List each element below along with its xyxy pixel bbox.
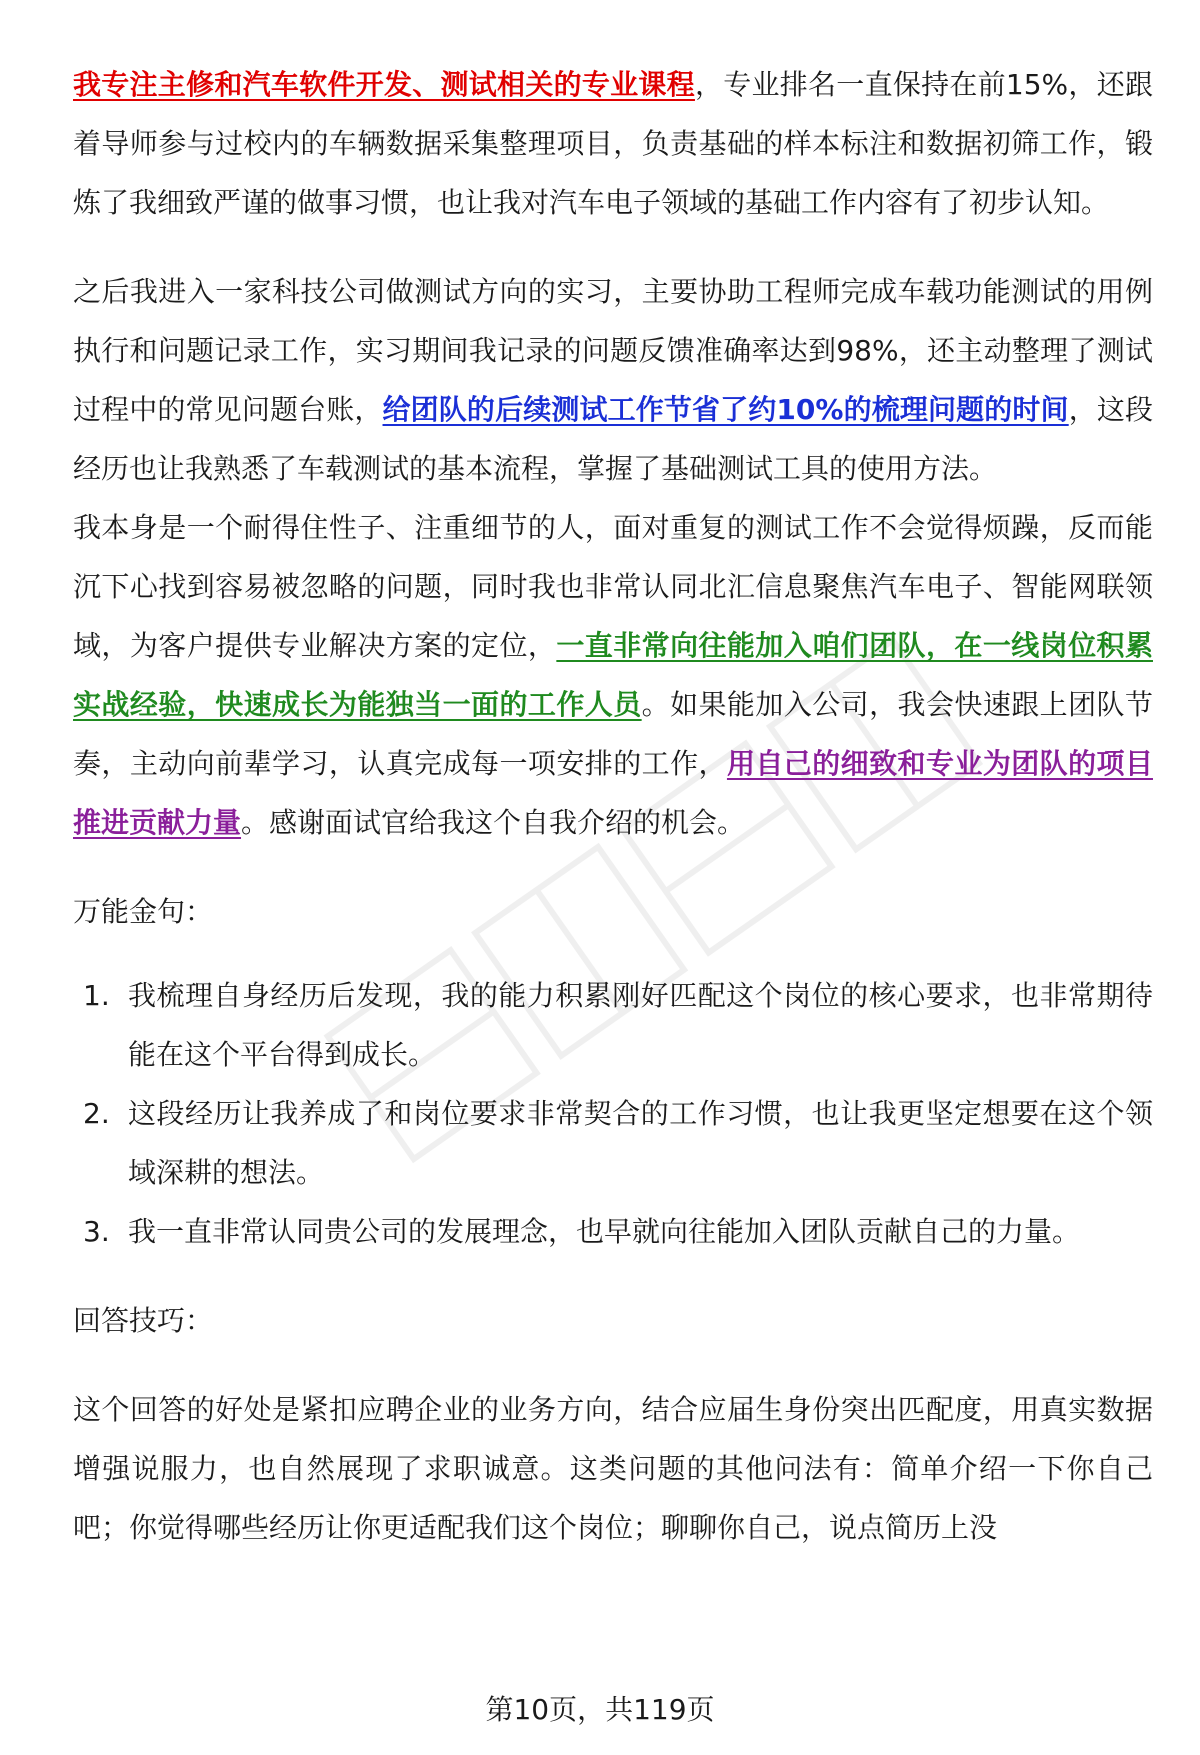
- tips-paragraph: 这个回答的好处是紧扣应聘企业的业务方向，结合应届生身份突出匹配度，用真实数据增强说服力，也自然展现了求职诚意。这类问题的其他问法有：简单介绍一下你自己吧；你觉得哪些经历让你更适配我们这个岗位；聊聊你自己，说点简历上没: [73, 1393, 1153, 1544]
- golden-sentence-list: [73, 966, 1153, 1261]
- list-item: [73, 1202, 1153, 1261]
- highlight-red: 我专注主修和汽车软件开发、测试相关的专业课程: [73, 68, 695, 101]
- document-body: [73, 55, 1153, 1557]
- list-number: 3.: [83, 1215, 110, 1248]
- highlight-purple: 用自己的细致和专业为团队的项目推进贡献力量: [73, 747, 1153, 839]
- paragraph-text: ，专业排名一直保持在前15%，还跟着导师参与过校内的车辆数据采集整理项目，负责基础的样本标注和数据初筛工作，锻炼了我细致严谨的做事习惯，也让我对汽车电子领域的基础工作内容有了初步认知。: [73, 68, 1153, 219]
- paragraph-text: 我本身是一个耐得住性子、注重细节的人，面对重复的测试工作不会觉得烦躁，反而能沉下心找到容易被忽略的问题，同时我也非常认同北汇信息聚焦汽车电子、智能网联领域，为客户提供专业解决方案的定位，: [73, 511, 1153, 662]
- list-text: 我梳理自身经历后发现，我的能力积累刚好匹配这个岗位的核心要求，也非常期待能在这个平台得到成长。: [128, 979, 1153, 1071]
- golden-heading: 万能金句：: [73, 895, 214, 928]
- list-text: 我一直非常认同贵公司的发展理念，也早就向往能加入团队贡献自己的力量。: [128, 1215, 1081, 1248]
- paragraph-text: ，这段经历也让我熟悉了车载测试的基本流程，掌握了基础测试工具的使用方法。: [73, 393, 1153, 485]
- highlight-blue: 给团队的后续测试工作节省了约10%的梳理问题的时间: [382, 393, 1069, 426]
- highlight-green: 一直非常向往能加入咱们团队，在一线岗位积累实战经验，快速成长为能独当一面的工作人员: [73, 629, 1153, 721]
- paragraph-text: 之后我进入一家科技公司做测试方向的实习，主要协助工程师完成车载功能测试的用例执行和问题记录工作，实习期间我记录的问题反馈准确率达到98%，还主动整理了测试过程中的常见问题台账，: [73, 275, 1153, 426]
- page-number-footer: 第10页，共119页: [485, 1693, 715, 1726]
- list-item: [73, 966, 1153, 1084]
- paragraph-text: 。感谢面试官给我这个自我介绍的机会。: [241, 806, 746, 839]
- paragraph-text: 。如果能加入公司，我会快速跟上团队节奏，主动向前辈学习，认真完成每一项安排的工作，: [73, 688, 1153, 780]
- list-item: [73, 1084, 1153, 1202]
- list-number: 2.: [83, 1097, 110, 1130]
- paragraph-education: [73, 55, 1153, 232]
- tips-heading: 回答技巧：: [73, 1304, 214, 1337]
- paragraph-personality: [73, 498, 1153, 852]
- list-text: 这段经历让我养成了和岗位要求非常契合的工作习惯，也让我更坚定想要在这个领域深耕的想法。: [128, 1097, 1153, 1189]
- paragraph-internship: [73, 262, 1153, 498]
- list-number: 1.: [83, 979, 110, 1012]
